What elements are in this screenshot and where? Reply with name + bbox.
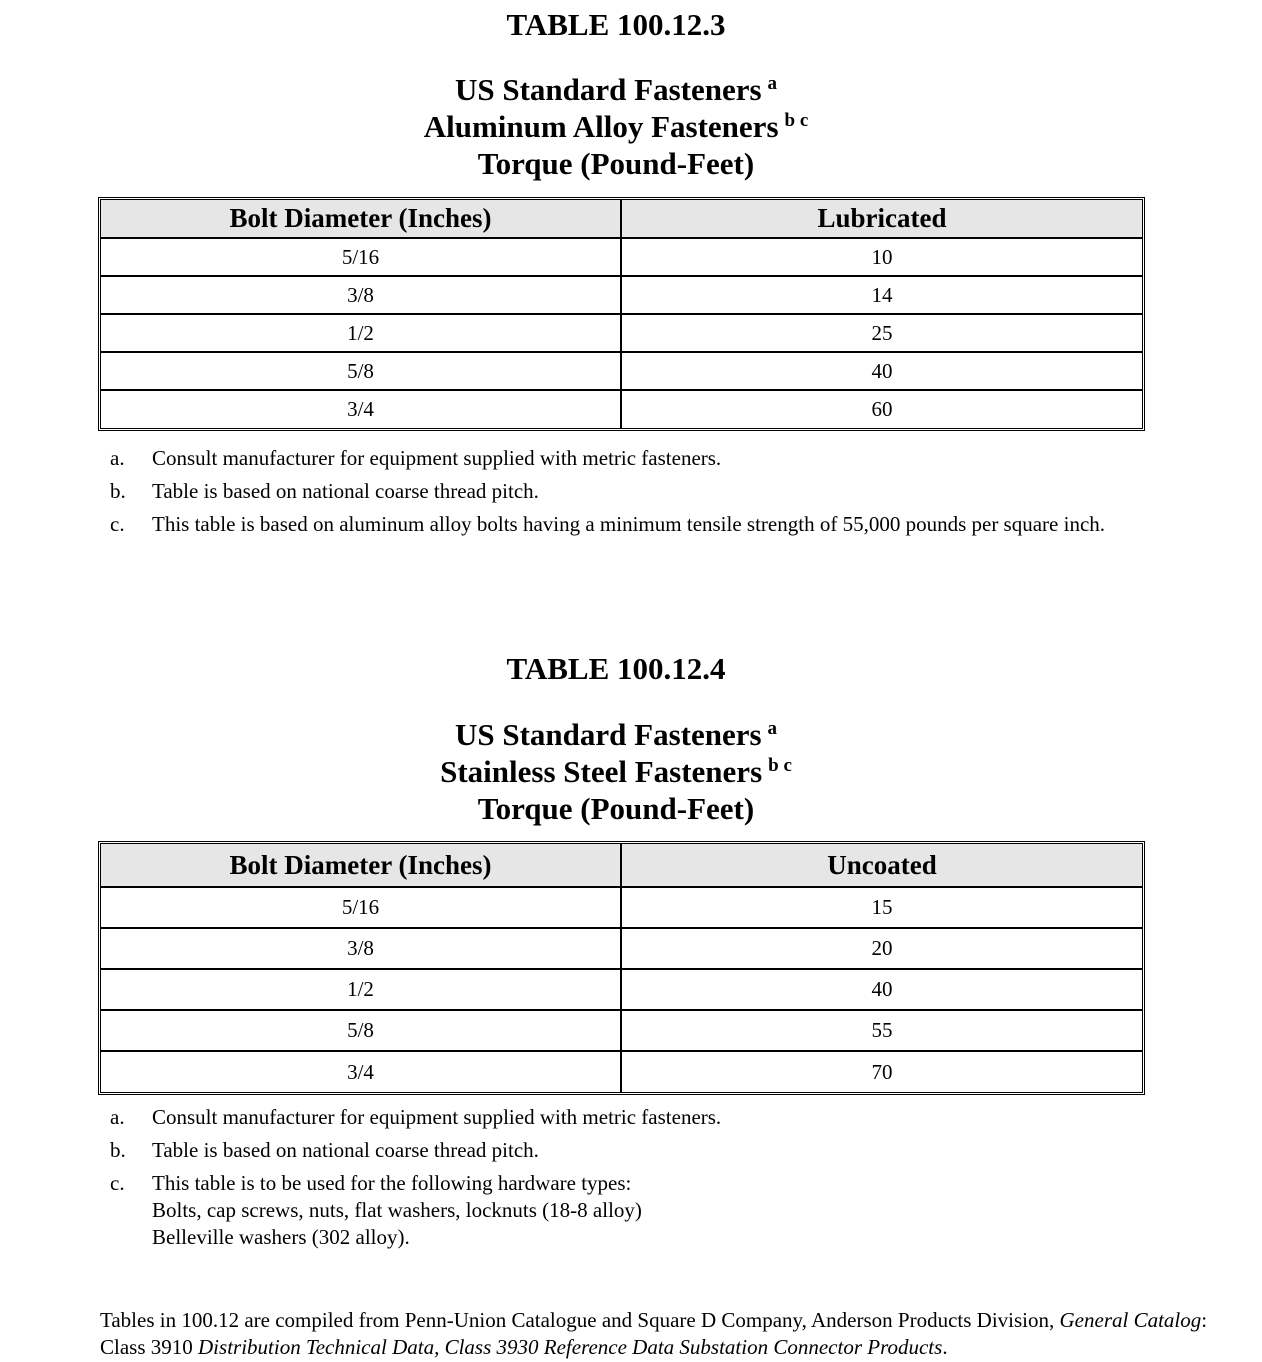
table-row	[101, 390, 1142, 428]
table2-header-diameter: Bolt Diameter (Inches)	[101, 844, 621, 887]
table2-header-row	[101, 844, 1142, 887]
table2-title-line2-sup: b c	[768, 755, 792, 776]
table2-cell-diameter: 1/2	[101, 969, 621, 1010]
list-item	[110, 1137, 1110, 1164]
note-text: Consult manufacturer for equipment supplied with metric fasteners.	[152, 1105, 722, 1129]
note-text-line: Bolts, cap screws, nuts, flat washers, locknuts (18-8 alloy)	[152, 1198, 642, 1222]
list-item	[110, 445, 1110, 472]
table-row	[101, 969, 1142, 1010]
table2-cell-value: 20	[621, 928, 1142, 969]
table2-header-value: Uncoated	[621, 844, 1142, 887]
footer-italic-catalog: General Catalog	[1059, 1308, 1202, 1332]
note-label: b.	[110, 1138, 126, 1162]
table1-cell-value: 14	[621, 276, 1142, 314]
table-row	[101, 314, 1142, 352]
table1-cell-diameter: 5/16	[101, 238, 621, 276]
note-text-line: This table is to be used for the following hardware types:	[152, 1171, 632, 1195]
list-item	[110, 478, 1110, 505]
table2-title-line1-sup: a	[767, 718, 778, 739]
note-text: Table is based on national coarse thread pitch.	[152, 1138, 539, 1162]
note-label: c.	[110, 1171, 125, 1195]
table1-title-line1-sup: a	[767, 73, 778, 94]
table1-title-line2: Aluminum Alloy Fasteners $^{b c}$	[423, 109, 809, 144]
table1-cell-value: 60	[621, 390, 1142, 428]
list-item	[110, 1104, 1110, 1131]
note-text: Consult manufacturer for equipment supplied with metric fasteners.	[152, 446, 722, 470]
table2-notes	[110, 1104, 1110, 1257]
table2-cell-value: 70	[621, 1051, 1142, 1092]
footer-italic-products: Distribution Technical Data, Class 3930 Reference Data Substation Connector Products	[198, 1335, 943, 1359]
table-row	[101, 238, 1142, 276]
table1-cell-value: 25	[621, 314, 1142, 352]
table2-cell-diameter: 5/8	[101, 1010, 621, 1051]
table2-number: TABLE 100.12.4	[506, 651, 726, 686]
table1-title-line2-sup: b c	[784, 110, 809, 131]
note-text: Table is based on national coarse thread pitch.	[152, 479, 539, 503]
table2-title-line2: Stainless Steel Fasteners $^{b c}$	[440, 754, 792, 789]
table1-title-line1: US Standard Fasteners $^a$	[454, 72, 778, 107]
note-label: a.	[110, 1105, 125, 1129]
note-text-line: Belleville washers (302 alloy).	[152, 1225, 410, 1249]
table-row	[101, 887, 1142, 928]
table1-cell-value: 40	[621, 352, 1142, 390]
table1-title-line3: Torque (Pound-Feet)	[477, 146, 755, 181]
table1	[98, 197, 1145, 431]
table1-number: TABLE 100.12.3	[506, 7, 726, 42]
list-item	[110, 511, 1112, 538]
table1-cell-value: 10	[621, 238, 1142, 276]
note-label: b.	[110, 479, 126, 503]
table-row	[101, 1010, 1142, 1051]
table2-cell-value: 15	[621, 887, 1142, 928]
table1-cell-diameter: 3/4	[101, 390, 621, 428]
table1-cell-diameter: 5/8	[101, 352, 621, 390]
table-row	[101, 1051, 1142, 1092]
note-text: This table is based on aluminum alloy bolts having a minimum tensile strength of 55,000 pounds per square inch.	[152, 512, 1106, 536]
table1-header-value: Lubricated	[621, 200, 1142, 238]
table-row	[101, 928, 1142, 969]
table1-header-row	[101, 200, 1142, 238]
table-row	[101, 352, 1142, 390]
table2-cell-diameter: 3/4	[101, 1051, 621, 1092]
note-label: c.	[110, 512, 125, 536]
source-footnote: Tables in 100.12 are compiled from Penn-Union Catalogue and Square D Company, Anderson Products Division, General Catalog: Class 3910 Distribution Technical Data, Class 3930 Reference Data Substation Connector Products.	[100, 1308, 1208, 1359]
table2-title-line3: Torque (Pound-Feet)	[477, 791, 755, 826]
table1-notes	[110, 445, 1110, 544]
table2-title-line1: US Standard Fasteners $^a$	[454, 717, 778, 752]
table2-cell-value: 55	[621, 1010, 1142, 1051]
note-label: a.	[110, 446, 125, 470]
table2-cell-diameter: 3/8	[101, 928, 621, 969]
table2	[98, 841, 1145, 1095]
table-row	[101, 276, 1142, 314]
table1-header-diameter: Bolt Diameter (Inches)	[101, 200, 621, 238]
list-item	[110, 1170, 1110, 1251]
table2-cell-diameter: 5/16	[101, 887, 621, 928]
table2-cell-value: 40	[621, 969, 1142, 1010]
table1-cell-diameter: 3/8	[101, 276, 621, 314]
table1-cell-diameter: 1/2	[101, 314, 621, 352]
